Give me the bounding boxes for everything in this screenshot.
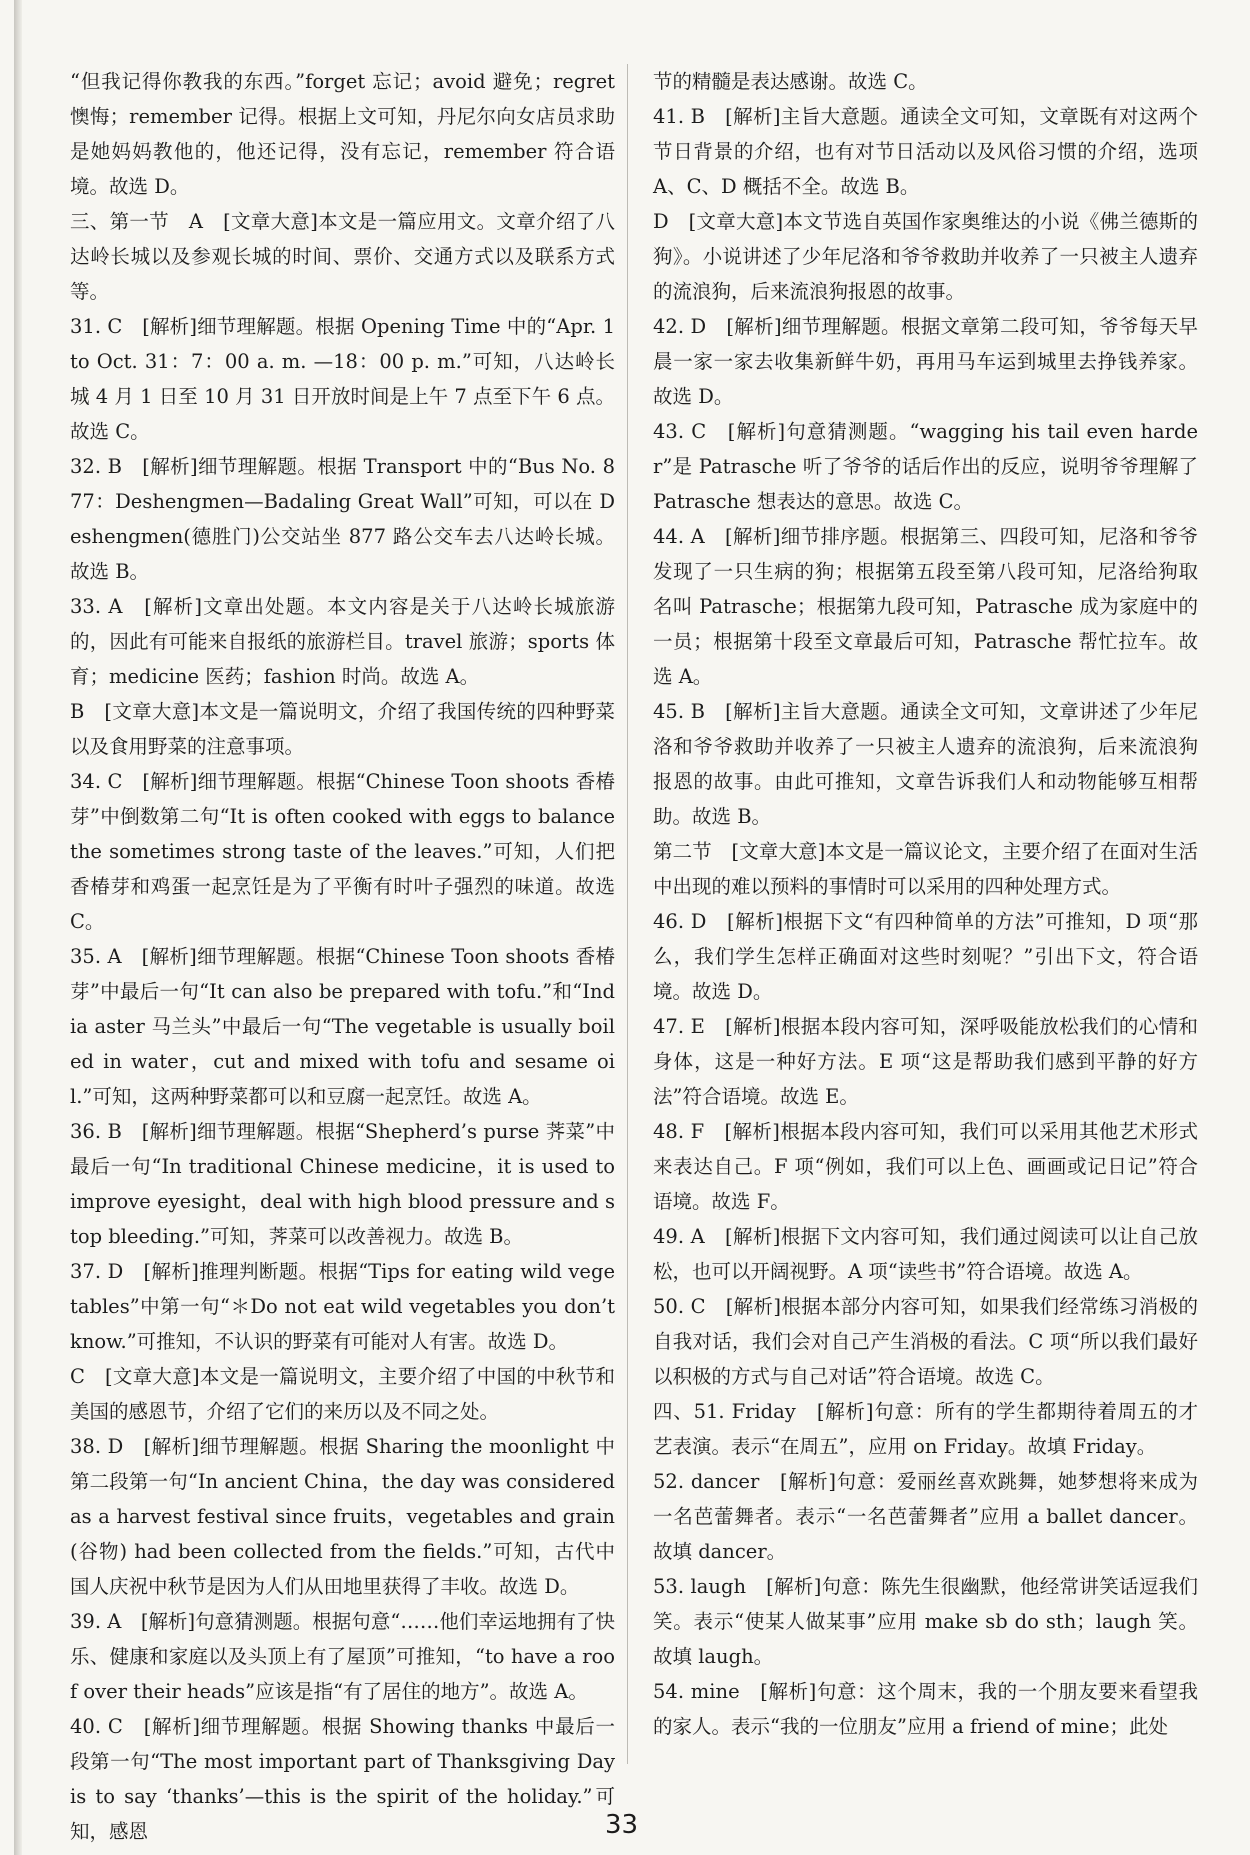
paragraph: 节的精髓是表达感谢。故选 C。 — [653, 70, 928, 93]
paragraph: 31. C [解析]细节理解题。根据 Opening Time 中的“Apr. 1 to Oct. 31：7：00 a. m. —18：00 p. m.”可知，八达岭长城 4 月 1 日至 10 月 31 日开放时间是上午 7 点至下午 6 点。故选 C。 — [70, 315, 615, 443]
paragraph: 43. C [解析]句意猜测题。“wagging his tail even harder”是 Patrasche 听了爷爷的话后作出的反应，说明爷爷理解了 Patrasche 想表达的意思。故选 C。 — [653, 420, 1198, 513]
paragraph: 第二节 [文章大意]本文是一篇议论文，主要介绍了在面对生活中出现的难以预料的事情时可以采用的四种处理方式。 — [653, 840, 1198, 898]
paragraph: 53. laugh [解析]句意：陈先生很幽默，他经常讲笑话逗我们笑。表示“使某人做某事”应用 make sb do sth；laugh 笑。故填 laugh。 — [653, 1575, 1198, 1668]
paragraph: 44. A [解析]细节排序题。根据第三、四段可知，尼洛和爷爷发现了一只生病的狗；根据第五段至第八段可知，尼洛给狗取名叫 Patrasche；根据第九段可知，Patrasche 成为家庭中的一员；根据第十段至文章最后可知，Patrasche 帮忙拉车。故选 A。 — [653, 525, 1198, 688]
right-column — [653, 64, 1198, 1744]
paragraph: 42. D [解析]细节理解题。根据文章第二段可知，爷爷每天早晨一家一家去收集新鲜牛奶，再用马车运到城里去挣钱养家。故选 D。 — [653, 315, 1198, 408]
page-number: 33 — [605, 1810, 639, 1840]
left-column — [70, 64, 615, 1849]
book-spine-shadow — [14, 0, 22, 1855]
paragraph: 49. A [解析]根据下文内容可知，我们通过阅读可以让自己放松，也可以开阔视野。A 项“读些书”符合语境。故选 A。 — [653, 1225, 1198, 1283]
paragraph: 54. mine [解析]句意：这个周末，我的一个朋友要来看望我的家人。表示“我的一位朋友”应用 a friend of mine；此处 — [653, 1680, 1198, 1738]
paragraph: C [文章大意]本文是一篇说明文，主要介绍了中国的中秋节和美国的感恩节，介绍了它们的来历以及不同之处。 — [70, 1365, 615, 1423]
paragraph: 39. A [解析]句意猜测题。根据句意“……他们幸运地拥有了快乐、健康和家庭以及头顶上有了屋顶”可推知，“to have a roof over their heads”应该是指“有了居住的地方”。故选 A。 — [70, 1610, 615, 1703]
paragraph: 33. A [解析]文章出处题。本文内容是关于八达岭长城旅游的，因此有可能来自报纸的旅游栏目。travel 旅游；sports 体育；medicine 医药；fashion 时尚。故选 A。 — [70, 595, 615, 688]
column-divider — [627, 64, 628, 1764]
paragraph: 40. C [解析]细节理解题。根据 Showing thanks 中最后一段第一句“The most important part of Thanksgiving Day is to say ‘thanks’—this is the spirit of the holiday.”可知，感恩 — [70, 1715, 615, 1843]
paragraph: B [文章大意]本文是一篇说明文，介绍了我国传统的四种野菜以及食用野菜的注意事项。 — [70, 700, 615, 758]
paragraph: “但我记得你教我的东西。”forget 忘记；avoid 避免；regret 懊悔；remember 记得。根据上文可知，丹尼尔向女店员求助是她妈妈教他的，他还记得，没有忘记，remember 符合语境。故选 D。 — [70, 70, 615, 198]
paragraph: 32. B [解析]细节理解题。根据 Transport 中的“Bus No. 877：Deshengmen—Badaling Great Wall”可知，可以在 Deshengmen(德胜门)公交站坐 877 路公交车去八达岭长城。故选 B。 — [70, 455, 615, 583]
paragraph: D [文章大意]本文节选自英国作家奥维达的小说《佛兰德斯的狗》。小说讲述了少年尼洛和爷爷救助并收养了一只被主人遗弃的流浪狗，后来流浪狗报恩的故事。 — [653, 210, 1198, 303]
paragraph: 38. D [解析]细节理解题。根据 Sharing the moonlight 中第二段第一句“In ancient China，the day was considered as a harvest festival since fruits，vegetables and grain(谷物) had been collected from the fields.”可知，古代中国人庆祝中秋节是因为人们从田地里获得了丰收。故选 D。 — [70, 1435, 615, 1598]
paragraph: 四、51. Friday [解析]句意：所有的学生都期待着周五的才艺表演。表示“在周五”，应用 on Friday。故填 Friday。 — [653, 1400, 1198, 1458]
paragraph: 48. F [解析]根据本段内容可知，我们可以采用其他艺术形式来表达自己。F 项“例如，我们可以上色、画画或记日记”符合语境。故选 F。 — [653, 1120, 1198, 1213]
paragraph: 52. dancer [解析]句意：爱丽丝喜欢跳舞，她梦想将来成为一名芭蕾舞者。表示“一名芭蕾舞者”应用 a ballet dancer。故填 dancer。 — [653, 1470, 1198, 1563]
paragraph: 37. D [解析]推理判断题。根据“Tips for eating wild vegetables”中第一句“＊Do not eat wild vegetables you don’t know.”可推知，不认识的野菜有可能对人有害。故选 D。 — [70, 1260, 615, 1353]
paragraph: 46. D [解析]根据下文“有四种简单的方法”可推知，D 项“那么，我们学生怎样正确面对这些时刻呢？”引出下文，符合语境。故选 D。 — [653, 910, 1198, 1003]
paragraph: 41. B [解析]主旨大意题。通读全文可知，文章既有对这两个节日背景的介绍，也有对节日活动以及风俗习惯的介绍，选项 A、C、D 概括不全。故选 B。 — [653, 105, 1198, 198]
paragraph: 35. A [解析]细节理解题。根据“Chinese Toon shoots 香椿芽”中最后一句“It can also be prepared with tofu.”和“India aster 马兰头”中最后一句“The vegetable is usually boiled in water，cut and mixed with tofu and sesame oil.”可知，这两种野菜都可以和豆腐一起烹饪。故选 A。 — [70, 945, 615, 1108]
paragraph: 47. E [解析]根据本段内容可知，深呼吸能放松我们的心情和身体，这是一种好方法。E 项“这是帮助我们感到平静的好方法”符合语境。故选 E。 — [653, 1015, 1198, 1108]
paragraph: 50. C [解析]根据本部分内容可知，如果我们经常练习消极的自我对话，我们会对自己产生消极的看法。C 项“所以我们最好以积极的方式与自己对话”符合语境。故选 C。 — [653, 1295, 1198, 1388]
paragraph: 三、第一节 A [文章大意]本文是一篇应用文。文章介绍了八达岭长城以及参观长城的时间、票价、交通方式以及联系方式等。 — [70, 210, 615, 303]
paragraph: 36. B [解析]细节理解题。根据“Shepherd’s purse 荠菜”中最后一句“In traditional Chinese medicine，it is used to improve eyesight，deal with high blood pressure and stop bleeding.”可知，荠菜可以改善视力。故选 B。 — [70, 1120, 615, 1248]
paragraph: 34. C [解析]细节理解题。根据“Chinese Toon shoots 香椿芽”中倒数第二句“It is often cooked with eggs to balance the sometimes strong taste of the leaves.”可知，人们把香椿芽和鸡蛋一起烹饪是为了平衡有时叶子强烈的味道。故选 C。 — [70, 770, 615, 933]
paragraph: 45. B [解析]主旨大意题。通读全文可知，文章讲述了少年尼洛和爷爷救助并收养了一只被主人遗弃的流浪狗，后来流浪狗报恩的故事。由此可推知，文章告诉我们人和动物能够互相帮助。故选 B。 — [653, 700, 1198, 828]
